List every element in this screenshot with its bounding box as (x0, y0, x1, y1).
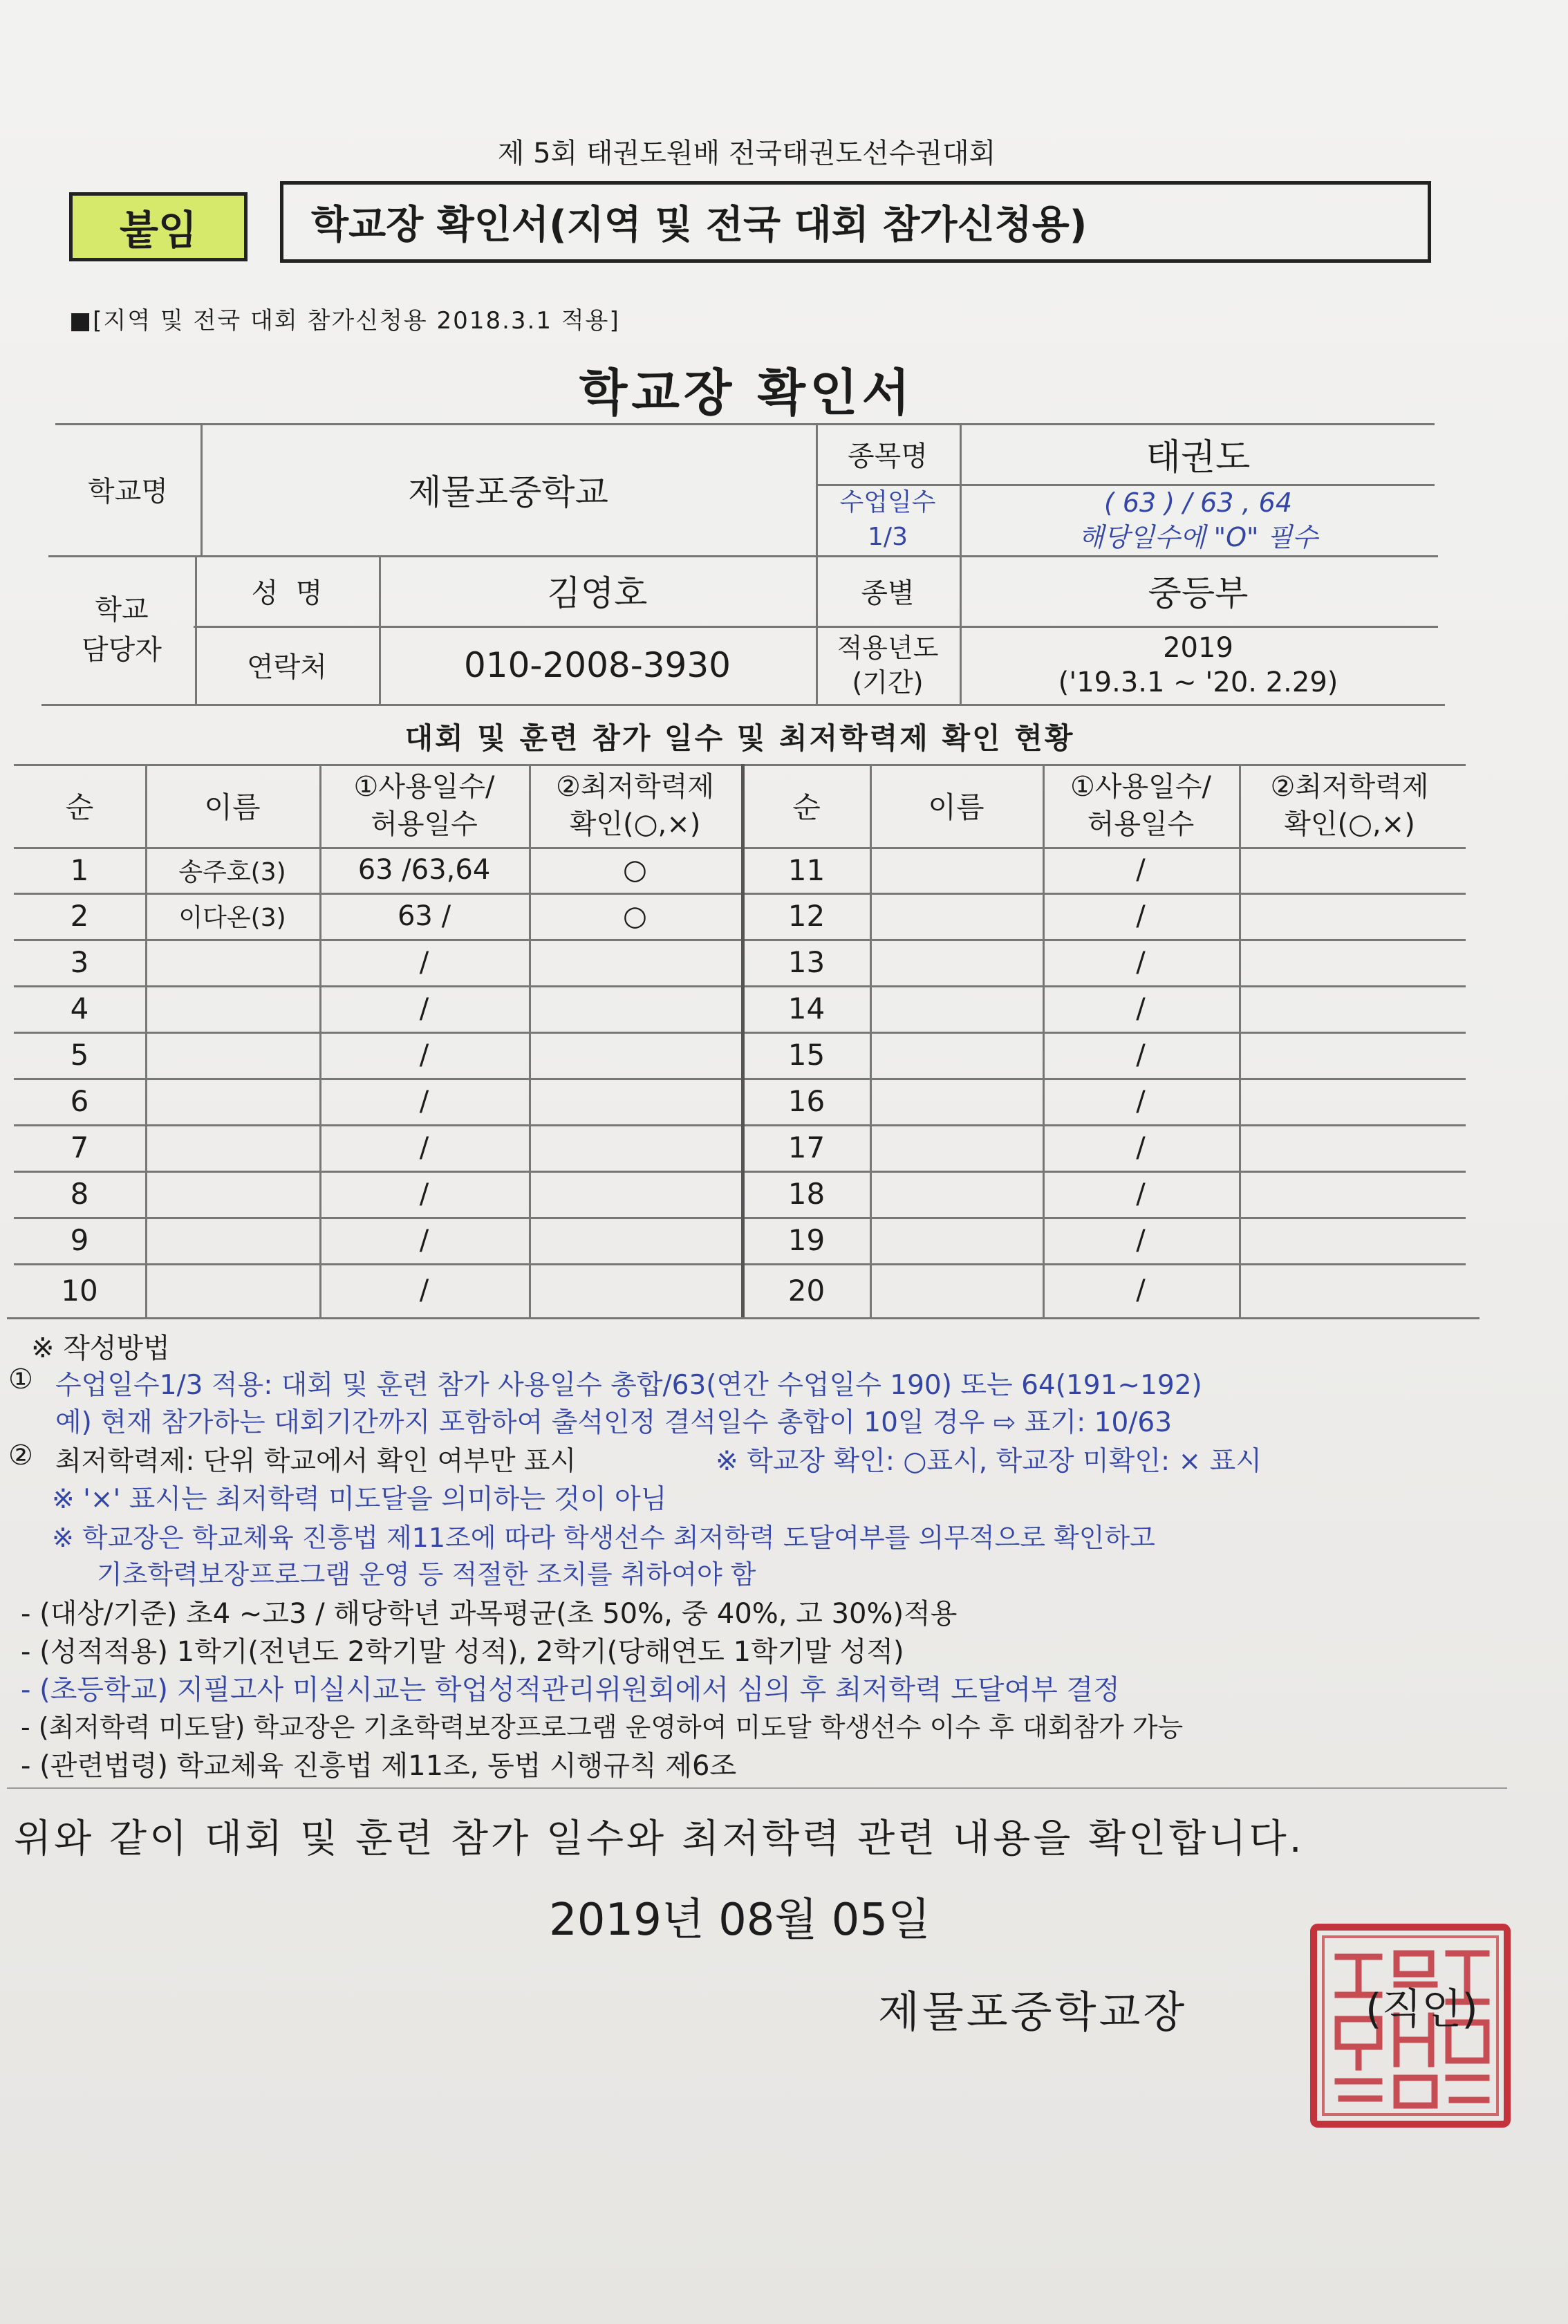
row-days: / (419, 946, 429, 978)
row-days: / (1136, 900, 1146, 932)
class-days-label: 수업일수 1/3 (839, 487, 936, 551)
row-name: 송주호(3) (178, 857, 286, 886)
year-label: 적용년도 (기간) (837, 632, 939, 698)
col-header-days: ①사용일수/ 허용일수 (353, 771, 495, 840)
col-header-no: 순 (65, 790, 94, 824)
row-check: ○ (623, 854, 647, 886)
note-2-text-a: 최저학력제: 단위 학교에서 확인 여부만 표시 (55, 1446, 577, 1477)
col-header-days-right: ①사용일수/ 허용일수 (1070, 771, 1211, 840)
row-name (870, 1032, 1043, 1078)
row-number: 2 (70, 899, 89, 933)
row-number: 19 (787, 1223, 825, 1257)
row-check (529, 1124, 741, 1171)
row-number: 5 (70, 1038, 89, 1072)
row-check (529, 1078, 741, 1124)
event-label: 종목명 (848, 440, 928, 472)
row-name (870, 1217, 1043, 1263)
row-days: / (419, 1085, 429, 1117)
sub-note: ■[지역 및 전국 대회 참가신청용 2018.3.1 적용] (69, 307, 620, 335)
row-days: / (1136, 854, 1146, 886)
row-name (145, 1263, 319, 1317)
col-header-name: 이름 (204, 790, 261, 824)
row-number: 4 (70, 992, 89, 1025)
row-name (870, 1078, 1043, 1124)
row-days: / (1136, 992, 1146, 1025)
row-check (1239, 1217, 1460, 1263)
row-name (145, 1217, 319, 1263)
row-days: / (1136, 1224, 1146, 1256)
division-value: 중등부 (1148, 573, 1249, 613)
note-1-example: 예) 현재 참가하는 대회기간까지 포함하여 출석인정 결석일수 총합이 10일 경우 ⇨ 표기: 10/63 (55, 1407, 1173, 1438)
note-1-number: ① (8, 1364, 33, 1395)
row-number: 15 (787, 1038, 825, 1072)
row-check (529, 1263, 741, 1317)
row-name (870, 1171, 1043, 1217)
row-days: / (419, 1224, 429, 1256)
col-header-no-right: 순 (792, 790, 821, 824)
detail-3: - (초등학교) 지필고사 미실시교는 학업성적관리위원회에서 심의 후 최저학력 도달여부 결정 (21, 1674, 1120, 1706)
row-number: 12 (787, 899, 825, 933)
row-days: / (1136, 1131, 1146, 1164)
row-check (1239, 939, 1460, 985)
detail-1: - (대상/기준) 초4 ~고3 / 해당학년 과목평균(초 50%, 중 40%, 고 30%)적용 (21, 1598, 958, 1630)
event-value: 태권도 (1146, 436, 1251, 478)
principal-name: 제물포중학교장 (878, 1987, 1188, 2037)
row-name (145, 985, 319, 1032)
row-days: / (419, 1178, 429, 1210)
section-title: 대회 및 훈련 참가 일수 및 최저학력제 확인 현황 (404, 721, 1075, 755)
row-number: 20 (787, 1273, 825, 1308)
seal-label: (직인) (1365, 1985, 1478, 2034)
row-check (529, 1217, 741, 1263)
row-days: / (419, 992, 429, 1025)
class-days-value: ( 63 ) / 63 , 64 해당일수에 "O" 필수 (1079, 487, 1318, 552)
issue-date: 2019년 08월 05일 (549, 1895, 931, 1946)
contact-label: 연락처 (247, 651, 327, 683)
row-days: / (419, 1274, 429, 1306)
note-2-sub-2a: ※ 학교장은 학교체육 진흥법 제11조에 따라 학생선수 최저학력 도달여부를 의무적으로 확인하고 (52, 1523, 1155, 1553)
row-days: / (1136, 1039, 1146, 1071)
row-number: 8 (70, 1177, 89, 1211)
contact-value: 010-2008-3930 (463, 644, 731, 685)
year-value: 2019 ('19.3.1 ~ '20. 2.29) (1058, 631, 1338, 698)
note-2-sub-2b: 기초학력보장프로그램 운영 등 적절한 조치를 취하여야 함 (97, 1559, 756, 1590)
name-label: 성 명 (251, 577, 323, 609)
school-label: 학교명 (88, 476, 168, 508)
row-days: / (1136, 1274, 1146, 1306)
row-check (1239, 1078, 1460, 1124)
note-2-number: ② (8, 1440, 33, 1471)
row-number: 10 (61, 1273, 98, 1308)
row-number: 13 (787, 945, 825, 979)
row-check (1239, 893, 1460, 939)
row-days: / (419, 1039, 429, 1071)
detail-2: - (성적적용) 1학기(전년도 2학기말 성적), 2학기(당해연도 1학기말 성적) (21, 1636, 904, 1668)
doc-heading: 학교장 확인서(지역 및 전국 대회 참가신청용) (280, 181, 1431, 263)
row-check (1239, 1124, 1460, 1171)
row-number: 7 (70, 1131, 89, 1164)
row-check (529, 1171, 741, 1217)
row-number: 6 (70, 1084, 89, 1118)
row-check: ○ (623, 900, 647, 932)
col-header-min: ②최저학력제 확인(○,×) (555, 771, 715, 840)
detail-5: - (관련법령) 학교체육 진흥법 제11조, 동법 시행규칙 제6조 (21, 1750, 737, 1782)
row-check (1239, 1171, 1460, 1217)
row-number: 11 (787, 853, 825, 887)
row-name (145, 1078, 319, 1124)
row-name (145, 1032, 319, 1078)
row-name (145, 1171, 319, 1217)
row-days: / (419, 1131, 429, 1164)
note-1-text: 수업일수1/3 적용: 대회 및 훈련 참가 사용일수 총합/63(연간 수업일수 190) 또는 64(191~192) (55, 1370, 1202, 1401)
row-days: 63 / (397, 900, 451, 932)
attach-label: 붙임 (69, 192, 248, 261)
row-check (1239, 985, 1460, 1032)
row-number: 3 (70, 945, 89, 979)
detail-4: - (최저학력 미도달) 학교장은 기초학력보장프로그램 운영하여 미도달 학생선수 이수 후 대회참가 가능 (21, 1712, 1184, 1742)
page-title: 학교장 확인서 (579, 364, 915, 422)
row-check (1239, 847, 1460, 893)
manager-label: 학교 담당자 (82, 593, 162, 666)
row-name (145, 939, 319, 985)
row-check (1239, 1032, 1460, 1078)
row-number: 9 (70, 1223, 89, 1257)
event-title: 제 5회 태권도원배 전국태권도선수권대회 (497, 138, 996, 169)
school-name: 제물포중학교 (408, 472, 608, 512)
note-2-text-b: ※ 학교장 확인: ○표시, 학교장 미확인: × 표시 (716, 1446, 1262, 1477)
division-label: 종별 (861, 577, 915, 609)
row-name (870, 985, 1043, 1032)
row-name: 이다온(3) (178, 904, 286, 932)
row-number: 16 (787, 1084, 825, 1118)
row-days: 63 /63,64 (357, 854, 491, 886)
col-header-min-right: ②최저학력제 확인(○,×) (1270, 771, 1429, 840)
row-name (870, 1263, 1043, 1317)
row-name (870, 939, 1043, 985)
row-check (529, 939, 741, 985)
row-number: 14 (787, 992, 825, 1025)
row-check (529, 1032, 741, 1078)
row-days: / (1136, 1178, 1146, 1210)
name-value: 김영호 (547, 573, 648, 613)
row-number: 18 (787, 1177, 825, 1211)
row-check (529, 985, 741, 1032)
note-2-sub-1: ※ '×' 표시는 최저학력 미도달을 의미하는 것이 아님 (52, 1484, 667, 1515)
row-name (870, 1124, 1043, 1171)
confirmation-statement: 위와 같이 대회 및 훈련 참가 일수와 최저학력 관련 내용을 확인합니다. (14, 1816, 1305, 1861)
row-check (1239, 1263, 1460, 1317)
row-number: 17 (787, 1131, 825, 1164)
row-days: / (1136, 1085, 1146, 1117)
row-number: 1 (70, 853, 89, 887)
notes-heading: ※ 작성방법 (31, 1332, 170, 1364)
col-header-name-right: 이름 (928, 790, 984, 824)
row-days: / (1136, 946, 1146, 978)
row-name (145, 1124, 319, 1171)
row-name (870, 847, 1043, 893)
row-name (870, 893, 1043, 939)
